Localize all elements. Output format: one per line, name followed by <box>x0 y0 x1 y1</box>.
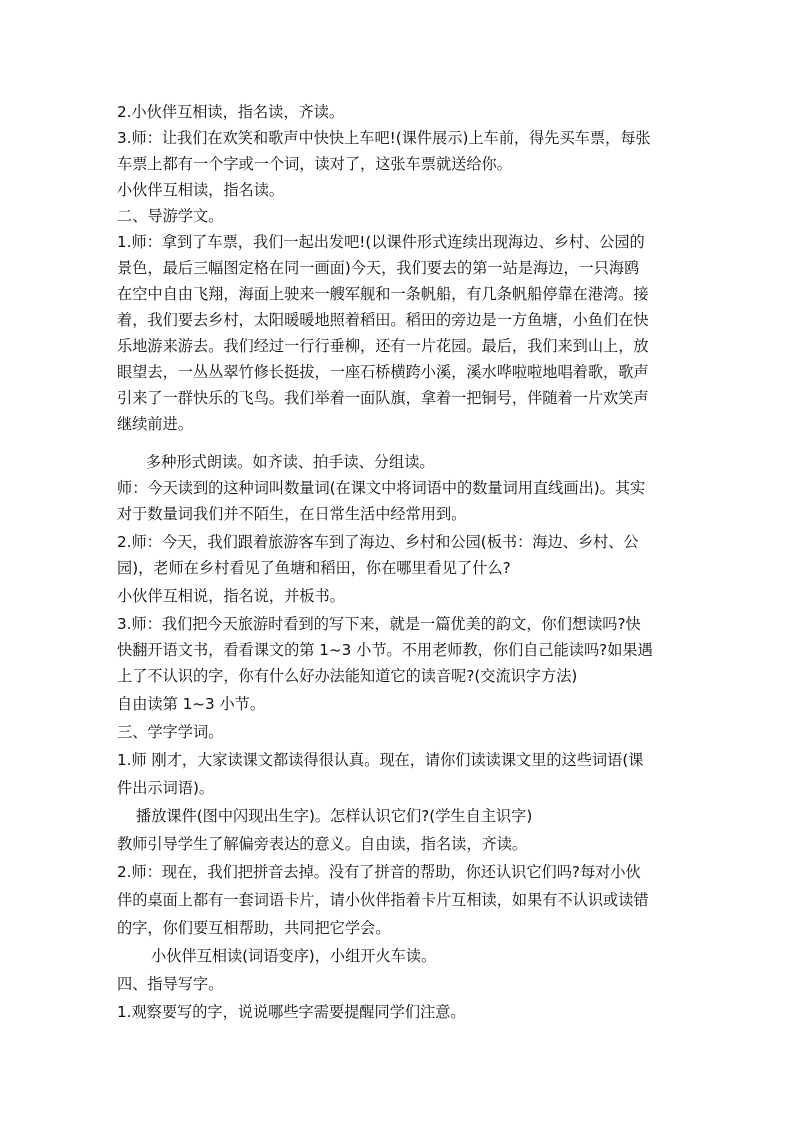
text-line: 引来了一群快乐的飞鸟。我们举着一面队旗，拿着一把铜号，伴随着一片欢笑声 <box>117 389 649 407</box>
text-line: 件出示词语)。 <box>117 779 215 797</box>
text-line: 上了不认识的字，你有什么好办法能知道它的读音呢?(交流识字方法) <box>117 667 578 685</box>
text-line: 多种形式朗读。如齐读、拍手读、分组读。 <box>146 453 435 471</box>
text-line: 的字，你们要互相帮助，共同把它学会。 <box>117 919 391 937</box>
text-line: 眼望去，一丛丛翠竹修长挺拔，一座石桥横跨小溪，溪水哗啦啦地唱着歌，歌声 <box>117 363 649 381</box>
section-heading: 二、导游学文。 <box>117 207 224 225</box>
section-heading: 三、学字学词。 <box>117 723 224 741</box>
text-line: 乐地游来游去。我们经过一行行垂柳，还有一片花园。最后，我们来到山上，放 <box>117 337 649 355</box>
text-line: 1.观察要写的字，说说哪些字需要提醒同学们注意。 <box>117 1003 466 1021</box>
text-line: 车票上都有一个字或一个词，读对了，这张车票就送给你。 <box>117 155 512 173</box>
text-line: 播放课件(图中闪现出生字)。怎样认识它们?(学生自主识字) <box>136 807 533 825</box>
text-line: 小伙伴互相读，指名读。 <box>117 181 285 199</box>
section-heading: 四、指导写字。 <box>117 975 224 993</box>
text-line: 3.师：让我们在欢笑和歌声中快快上车吧!(课件展示)上车前，得先买车票，每张 <box>117 129 651 147</box>
text-line: 2.师：现在，我们把拼音去掉。没有了拼音的帮助，你还认识它们吗?每对小伙 <box>117 863 641 881</box>
text-line: 教师引导学生了解偏旁表达的意义。自由读，指名读，齐读。 <box>117 835 528 853</box>
text-line: 1.师 刚才，大家读课文都读得很认真。现在，请你们读读课文里的这些词语(课 <box>117 751 644 769</box>
text-line: 3.师：我们把今天旅游时看到的写下来，就是一篇优美的韵文，你们想读吗?快 <box>117 615 641 633</box>
text-line: 伴的桌面上都有一套词语卡片，请小伙伴指着卡片互相读，如果有不认识或读错 <box>117 891 649 909</box>
text-line: 着，我们要去乡村，太阳暖暖地照着稻田。稻田的旁边是一方鱼塘，小鱼们在快 <box>117 311 649 329</box>
text-line: 小伙伴互相读(词语变序)，小组开火车读。 <box>151 947 437 965</box>
text-line: 自由读第 1~3 小节。 <box>117 695 266 713</box>
text-line: 1.师：拿到了车票，我们一起出发吧!(以课件形式连续出现海边、乡村、公园的 <box>117 233 645 251</box>
text-line: 快翻开语文书，看看课文的第 1~3 小节。不用老师教，你们自己能读吗?如果遇 <box>117 641 653 659</box>
text-line: 对于数量词我们并不陌生，在日常生活中经常用到。 <box>117 505 467 523</box>
text-line: 师：今天读到的这种词叫数量词(在课文中将词语中的数量词用直线画出)。其实 <box>117 479 646 497</box>
text-line: 园)，老师在乡村看见了鱼塘和稻田，你在哪里看见了什么? <box>117 559 511 577</box>
text-line: 2.师：今天，我们跟着旅游客车到了海边、乡村和公园(板书：海边、乡村、公 <box>117 533 639 551</box>
text-line: 景色，最后三幅图定格在同一画面)今天，我们要去的第一站是海边，一只海鸥 <box>117 259 640 277</box>
text-line: 2.小伙伴互相读，指名读，齐读。 <box>117 103 345 121</box>
text-line: 小伙伴互相说，指名说，并板书。 <box>117 587 345 605</box>
text-line: 继续前进。 <box>117 415 193 433</box>
text-line: 在空中自由飞翔，海面上驶来一艘军舰和一条帆船，有几条帆船停靠在港湾。接 <box>117 285 649 303</box>
